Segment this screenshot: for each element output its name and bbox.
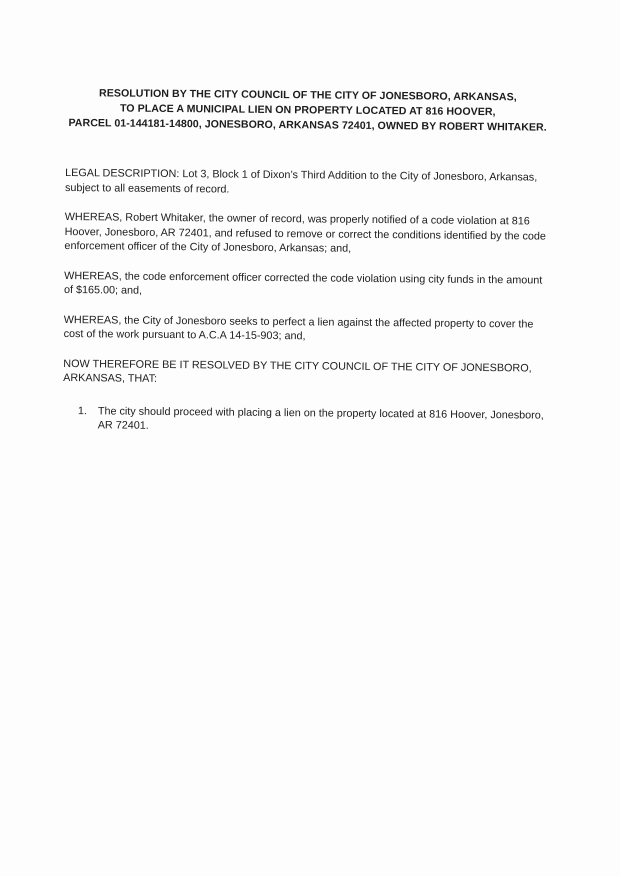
title-line: RESOLUTION BY THE CITY COUNCIL OF THE CITY OF JONESBORO, ARKANSAS, (99, 87, 517, 104)
resolved-paragraph: NOW THEREFORE BE IT RESOLVED BY THE CITY COUNCIL OF THE CITY OF JONESBORO, ARKANSAS, THAT: (63, 357, 532, 385)
resolution-document (63, 86, 550, 437)
list-item-number: 1. (77, 404, 87, 417)
title-line: PARCEL 01-144181-14800, JONESBORO, ARKANSAS 72401, OWNED BY ROBERT WHITAKER. (68, 117, 547, 134)
resolution-title (66, 86, 550, 136)
title-line: TO PLACE A MUNICIPAL LIEN ON PROPERTY LOCATED AT 816 HOOVER, (119, 102, 496, 119)
list-item-text: The city should proceed with placing a lien on the property located at 816 Hoover, Jonesboro, AR 72401. (97, 404, 544, 432)
whereas-lien-paragraph: WHEREAS, the City of Jonesboro seeks to perfect a lien against the affected property to cover the cost of the work pursuant to A.C.A 14-15-903; and, (63, 313, 534, 343)
resolution-list (63, 403, 547, 437)
legal-description-paragraph: LEGAL DESCRIPTION: Lot 3, Block 1 of Dixon’s Third Addition to the City of Jonesboro, Arkansas, subject to all easements of record. (64, 166, 538, 196)
list-item (63, 403, 547, 437)
whereas-notification-paragraph: WHEREAS, Robert Whitaker, the owner of record, was properly notified of a code violation at 816 Hoover, Jonesboro, AR 72401, and refused to remove or correct the conditions identified by the code enforcement officer of the City of Jonesboro, Arkansas; and, (64, 210, 546, 255)
whereas-funds-paragraph: WHEREAS, the code enforcement officer corrected the code violation using city funds in the amount of $165.00; and, (63, 269, 543, 297)
